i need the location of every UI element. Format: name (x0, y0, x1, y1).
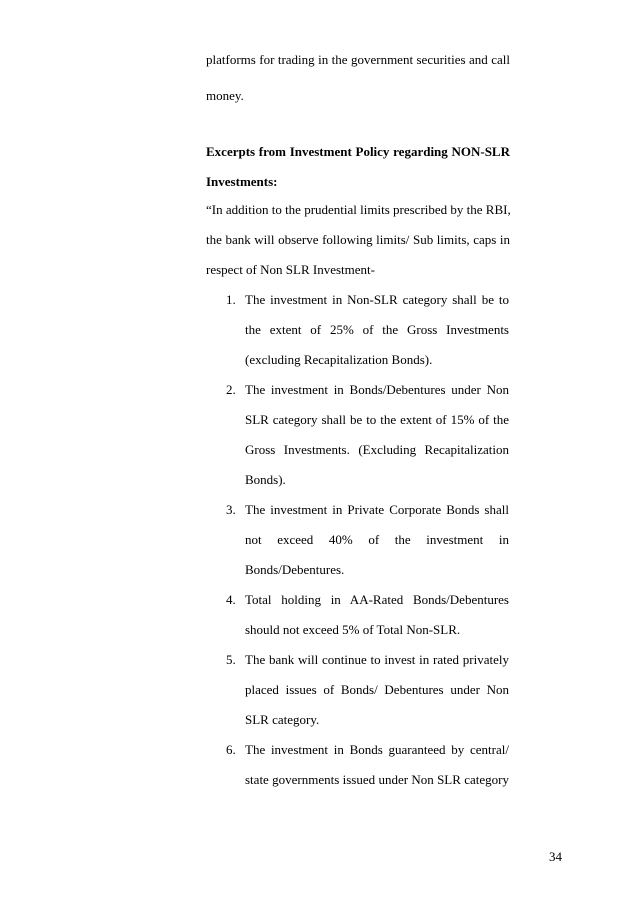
section-heading: Excerpts from Investment Policy regarding NON-SLR (206, 144, 510, 159)
list-item-line: The investment in Bonds/Debentures under Non (245, 382, 509, 397)
list-item-line: SLR category shall be to the extent of 15% of the (245, 412, 509, 427)
list-item-line: Total holding in AA-Rated Bonds/Debentures (245, 592, 509, 607)
list-item-number: 4. (226, 592, 236, 607)
list-item-line: the extent of 25% of the Gross Investments (245, 322, 509, 337)
list-item-line: The investment in Private Corporate Bonds shall (245, 502, 509, 517)
list-item-line: placed issues of Bonds/ Debentures under Non (245, 682, 509, 697)
list-item-line: should not exceed 5% of Total Non-SLR. (245, 622, 461, 637)
list-item-line: The bank will continue to invest in rated privately (245, 652, 509, 667)
list-item-number: 6. (226, 742, 236, 757)
section-heading: Investments: (206, 174, 278, 189)
list-item-line: Bonds). (245, 472, 286, 487)
list-item-line: The investment in Bonds guaranteed by central/ (245, 742, 509, 757)
list-item-line: state governments issued under Non SLR category (245, 772, 509, 787)
list-item-line: (excluding Recapitalization Bonds). (245, 352, 433, 367)
intro-line: respect of Non SLR Investment- (206, 262, 375, 277)
list-item-line: SLR category. (245, 712, 320, 727)
list-item-number: 2. (226, 382, 236, 397)
list-item-number: 1. (226, 292, 236, 307)
intro-line: “In addition to the prudential limits prescribed by the RBI, (206, 202, 511, 217)
intro-line: the bank will observe following limits/ Sub limits, caps in (206, 232, 510, 247)
list-item-number: 3. (226, 502, 236, 517)
list-item-line: Gross Investments. (Excluding Recapitalization (245, 442, 509, 457)
list-item-line: Bonds/Debentures. (245, 562, 345, 577)
continuation-line: platforms for trading in the government securities and call (206, 52, 510, 67)
list-item-number: 5. (226, 652, 236, 667)
page-number: 34 (549, 849, 562, 864)
list-item-line: The investment in Non-SLR category shall be to (245, 292, 509, 307)
continuation-line: money. (206, 88, 244, 103)
list-item-line: not exceed 40% of the investment in (245, 532, 509, 547)
